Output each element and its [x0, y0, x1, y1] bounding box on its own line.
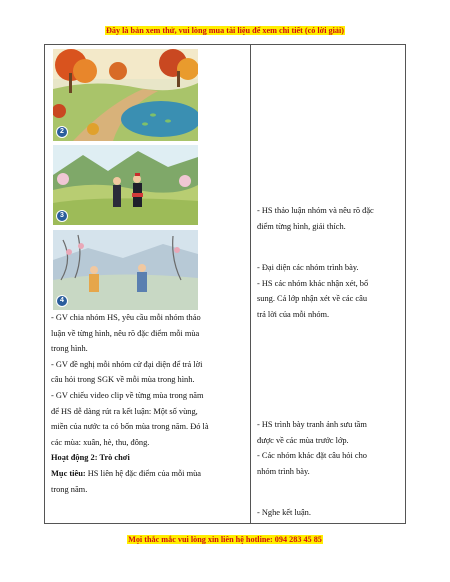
student-response-block — [257, 417, 367, 479]
text-line: sung. Cả lớp nhận xét về các câu — [257, 294, 368, 304]
image-number-badge: 3 — [56, 210, 68, 222]
text-line: trong hình. — [51, 344, 88, 354]
text-line: - Nghe kết luận. — [257, 508, 311, 517]
text-line: - GV chia nhóm HS, yêu cầu mỗi nhóm thảo — [51, 313, 201, 322]
teacher-activities — [51, 310, 246, 497]
mountain-children-illustration — [53, 145, 198, 225]
winter-scene-illustration — [53, 230, 198, 310]
text-line: được về các mùa trước lớp. — [257, 435, 349, 445]
text-line: - GV đề nghị mỗi nhóm cử đại diện để trả lời — [51, 359, 203, 369]
column-divider — [250, 45, 251, 523]
text-line: để HS dễ dàng rút ra kết luận: Một số vùng, — [51, 406, 198, 416]
text-line: - HS các nhóm khác nhận xét, bổ — [257, 278, 369, 288]
student-response-block — [257, 203, 374, 234]
text-line: nhóm trình bày. — [257, 466, 310, 476]
text-line: luận về từng hình, nêu rõ đặc điểm mỗi mùa — [51, 328, 200, 338]
text-line: trong năm. — [51, 484, 88, 494]
lesson-table — [44, 44, 406, 524]
student-response-block — [257, 260, 368, 322]
text-line: câu hỏi trong SGK về mỗi mùa trong hình. — [51, 375, 195, 385]
image-number-badge: 4 — [56, 295, 68, 307]
text-line: miền của nước ta có bốn mùa trong năm. Đó là — [51, 422, 209, 432]
objective-text: HS liên hệ đặc điểm của mỗi mùa — [85, 468, 202, 478]
preview-notice-text: Đây là bản xem thử, vui lòng mua tài liệu để xem chi tiết (có lời giải) — [105, 26, 344, 35]
text-line: - GV chiếu video clip về từng mùa trong năm — [51, 390, 204, 400]
objective-label: Mục tiêu: — [51, 468, 86, 478]
hotline-notice-banner — [0, 535, 450, 544]
text-line: - Các nhóm khác đặt câu hỏi cho — [257, 451, 367, 461]
text-line: điểm từng hình, giải thích. — [257, 221, 346, 231]
text-line: các mùa: xuân, hè, thu, đông. — [51, 437, 150, 447]
text-line: trả lời của mỗi nhóm. — [257, 309, 330, 319]
objective-line — [51, 466, 246, 482]
activity-heading: Hoạt động 2: Trò chơi — [51, 453, 130, 463]
autumn-landscape-illustration — [53, 49, 198, 141]
text-line: - HS trình bày tranh ảnh sưu tầm — [257, 420, 367, 429]
preview-notice-banner — [0, 26, 450, 35]
image-number-badge: 2 — [56, 126, 68, 138]
student-response-block — [257, 505, 311, 521]
hotline-notice-text: Mọi thắc mắc vui lòng xin liên hệ hotline: 094 283 45 85 — [128, 535, 322, 544]
text-line: - HS thảo luận nhóm và nêu rõ đặc — [257, 206, 374, 215]
text-line: - Đại diện các nhóm trình bày. — [257, 263, 359, 272]
